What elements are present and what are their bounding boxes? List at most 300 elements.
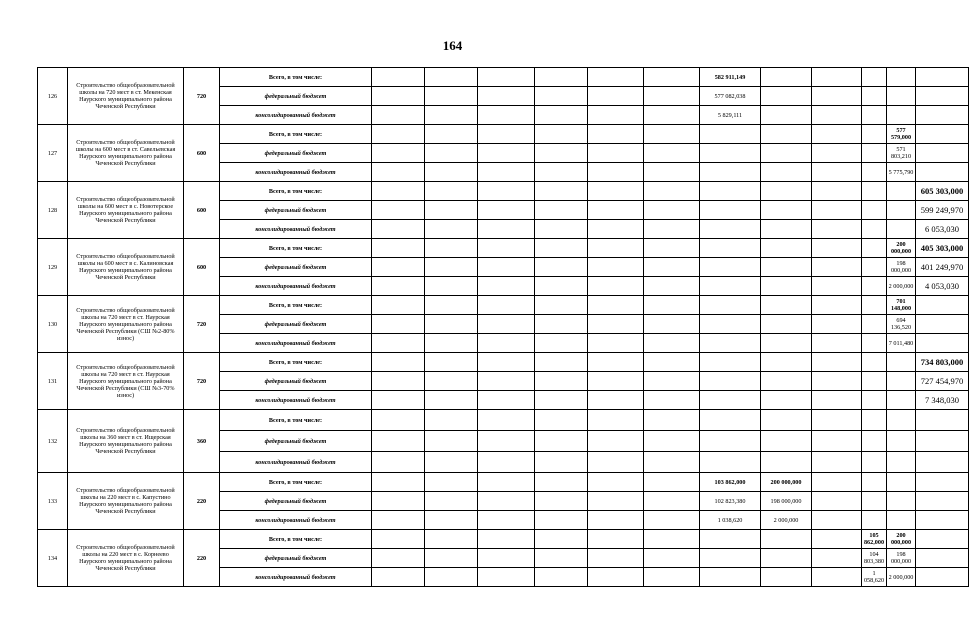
value-cell [478, 431, 535, 452]
value-cell [425, 473, 478, 492]
value-cell [478, 239, 535, 258]
value-cell: 701 148,000 [887, 296, 916, 315]
value-cell: 1 058,620 [862, 568, 887, 587]
value-cell [812, 68, 862, 87]
value-cell [478, 372, 535, 391]
value-cell [588, 511, 644, 530]
value-cell [812, 391, 862, 410]
value-cell [916, 530, 969, 549]
value-cell [372, 106, 425, 125]
value-cell [812, 144, 862, 163]
value-cell [761, 410, 812, 431]
value-cell [812, 163, 862, 182]
value-cell [644, 125, 700, 144]
value-cell [588, 182, 644, 201]
value-cell [588, 372, 644, 391]
value-cell [887, 391, 916, 410]
value-cell: 105 862,000 [862, 530, 887, 549]
object-name: Строительство общеобразовательной школы на 220 мест в с. Корнеево Наурского муниципального района Чеченской Республики [68, 530, 184, 587]
value-cell [700, 410, 761, 431]
value-cell [761, 315, 812, 334]
value-cell [916, 410, 969, 431]
value-cell [761, 530, 812, 549]
value-cell [425, 549, 478, 568]
row-number: 129 [38, 239, 68, 296]
value-cell: 727 454,970 [916, 372, 969, 391]
value-cell [887, 220, 916, 239]
funding-source-label: федеральный бюджет [220, 372, 372, 391]
value-cell [700, 530, 761, 549]
value-cell [535, 549, 588, 568]
value-cell [812, 277, 862, 296]
value-cell [588, 125, 644, 144]
funding-source-label: Всего, в том числе: [220, 530, 372, 549]
value-cell [761, 125, 812, 144]
value-cell: 577 082,038 [700, 87, 761, 106]
value-cell [700, 144, 761, 163]
value-cell [535, 431, 588, 452]
value-cell [478, 315, 535, 334]
object-name: Строительство общеобразовательной школы на 720 мест в ст. Наурская Наурского муниципального района Чеченской Республики (СШ №3-70% износ) [68, 353, 184, 410]
value-cell [372, 410, 425, 431]
value-cell [700, 258, 761, 277]
funding-source-label: консолидированный бюджет [220, 391, 372, 410]
funding-source-label: Всего, в том числе: [220, 125, 372, 144]
value-cell [700, 201, 761, 220]
value-cell [535, 530, 588, 549]
value-cell [916, 144, 969, 163]
value-cell [862, 182, 887, 201]
value-cell [761, 296, 812, 315]
value-cell: 571 803,210 [887, 144, 916, 163]
value-cell [588, 296, 644, 315]
value-cell [478, 530, 535, 549]
value-cell [887, 473, 916, 492]
value-cell [425, 87, 478, 106]
value-cell [700, 391, 761, 410]
funding-source-label: консолидированный бюджет [220, 452, 372, 473]
funding-source-label: консолидированный бюджет [220, 106, 372, 125]
value-cell: 103 862,000 [700, 473, 761, 492]
value-cell [761, 258, 812, 277]
value-cell [588, 106, 644, 125]
funding-source-label: консолидированный бюджет [220, 511, 372, 530]
value-cell [425, 144, 478, 163]
value-cell [372, 296, 425, 315]
value-cell [372, 68, 425, 87]
value-cell [425, 239, 478, 258]
funding-source-label: федеральный бюджет [220, 258, 372, 277]
value-cell [812, 315, 862, 334]
value-cell [812, 182, 862, 201]
value-cell [761, 182, 812, 201]
value-cell [372, 452, 425, 473]
value-cell: 200 000,000 [887, 239, 916, 258]
value-cell [887, 201, 916, 220]
value-cell [478, 220, 535, 239]
value-cell [812, 410, 862, 431]
value-cell [887, 410, 916, 431]
value-cell [588, 163, 644, 182]
value-cell: 5 775,790 [887, 163, 916, 182]
value-cell [644, 87, 700, 106]
value-cell [812, 239, 862, 258]
funding-source-label: консолидированный бюджет [220, 163, 372, 182]
value-cell [862, 87, 887, 106]
value-cell [588, 334, 644, 353]
funding-source-label: Всего, в том числе: [220, 473, 372, 492]
value-cell [862, 277, 887, 296]
value-cell [372, 431, 425, 452]
value-cell [862, 239, 887, 258]
value-cell [700, 296, 761, 315]
value-cell [916, 431, 969, 452]
value-cell [478, 473, 535, 492]
value-cell: 734 803,000 [916, 353, 969, 372]
value-cell [588, 220, 644, 239]
table-row [38, 473, 969, 492]
value-cell [372, 530, 425, 549]
table-row [38, 353, 969, 372]
value-cell [478, 410, 535, 431]
value-cell [812, 201, 862, 220]
value-cell [425, 452, 478, 473]
capacity: 600 [184, 125, 220, 182]
funding-source-label: федеральный бюджет [220, 201, 372, 220]
value-cell [812, 452, 862, 473]
value-cell: 198 000,000 [887, 549, 916, 568]
value-cell [478, 391, 535, 410]
value-cell [372, 220, 425, 239]
value-cell: 200 000,000 [887, 530, 916, 549]
value-cell [812, 431, 862, 452]
funding-source-label: Всего, в том числе: [220, 68, 372, 87]
value-cell: 4 053,030 [916, 277, 969, 296]
value-cell [425, 277, 478, 296]
value-cell [887, 452, 916, 473]
value-cell [372, 258, 425, 277]
value-cell [761, 68, 812, 87]
value-cell [644, 568, 700, 587]
value-cell [700, 334, 761, 353]
value-cell [887, 372, 916, 391]
value-cell [862, 68, 887, 87]
value-cell [644, 315, 700, 334]
value-cell [644, 277, 700, 296]
value-cell [372, 87, 425, 106]
value-cell [700, 353, 761, 372]
value-cell [588, 277, 644, 296]
value-cell [916, 511, 969, 530]
value-cell [887, 511, 916, 530]
value-cell: 694 136,520 [887, 315, 916, 334]
value-cell [862, 125, 887, 144]
value-cell [644, 68, 700, 87]
value-cell [535, 296, 588, 315]
value-cell [425, 391, 478, 410]
value-cell [761, 334, 812, 353]
value-cell [887, 106, 916, 125]
value-cell [916, 334, 969, 353]
value-cell [887, 87, 916, 106]
value-cell [478, 163, 535, 182]
value-cell [425, 530, 478, 549]
value-cell [425, 125, 478, 144]
value-cell [700, 431, 761, 452]
value-cell [644, 549, 700, 568]
value-cell [372, 315, 425, 334]
value-cell [425, 568, 478, 587]
value-cell [535, 492, 588, 511]
value-cell [478, 334, 535, 353]
value-cell [478, 296, 535, 315]
value-cell [644, 220, 700, 239]
value-cell [862, 315, 887, 334]
value-cell [372, 182, 425, 201]
value-cell [644, 258, 700, 277]
value-cell [887, 431, 916, 452]
value-cell [812, 549, 862, 568]
value-cell [644, 492, 700, 511]
value-cell [372, 473, 425, 492]
value-cell [916, 452, 969, 473]
value-cell [588, 68, 644, 87]
value-cell [478, 182, 535, 201]
value-cell [700, 315, 761, 334]
object-name: Строительство общеобразовательной школы на 600 мест в с. Новотерское Наурского муниципального района Чеченской Республики [68, 182, 184, 239]
row-number: 133 [38, 473, 68, 530]
value-cell [535, 163, 588, 182]
capacity: 720 [184, 296, 220, 353]
value-cell [535, 182, 588, 201]
value-cell [700, 452, 761, 473]
value-cell [535, 511, 588, 530]
value-cell [535, 201, 588, 220]
value-cell [425, 201, 478, 220]
value-cell [916, 125, 969, 144]
value-cell [761, 144, 812, 163]
budget-table [37, 67, 969, 587]
table-row [38, 182, 969, 201]
value-cell [425, 163, 478, 182]
value-cell [812, 511, 862, 530]
value-cell [761, 372, 812, 391]
value-cell [588, 473, 644, 492]
value-cell [862, 391, 887, 410]
value-cell: 102 823,380 [700, 492, 761, 511]
value-cell [761, 106, 812, 125]
value-cell [862, 372, 887, 391]
value-cell [812, 568, 862, 587]
value-cell [761, 452, 812, 473]
funding-source-label: консолидированный бюджет [220, 568, 372, 587]
table-row [38, 410, 969, 431]
value-cell [425, 372, 478, 391]
value-cell [644, 473, 700, 492]
value-cell [535, 334, 588, 353]
row-number: 126 [38, 68, 68, 125]
object-name: Строительство общеобразовательной школы на 360 мест в ст. Ищерская Наурского муниципального района Чеченской Республики [68, 410, 184, 473]
value-cell [588, 431, 644, 452]
object-name: Строительство общеобразовательной школы на 720 мест в ст. Мекенская Наурского муниципального района Чеченской Республики [68, 68, 184, 125]
funding-source-label: консолидированный бюджет [220, 220, 372, 239]
value-cell [812, 125, 862, 144]
value-cell [644, 201, 700, 220]
capacity: 220 [184, 473, 220, 530]
value-cell: 401 249,970 [916, 258, 969, 277]
table-row [38, 530, 969, 549]
value-cell [761, 163, 812, 182]
value-cell: 405 303,000 [916, 239, 969, 258]
value-cell [372, 144, 425, 163]
value-cell [478, 492, 535, 511]
value-cell [372, 334, 425, 353]
value-cell [700, 220, 761, 239]
value-cell [887, 68, 916, 87]
value-cell [812, 220, 862, 239]
row-number: 128 [38, 182, 68, 239]
value-cell [644, 106, 700, 125]
value-cell [916, 87, 969, 106]
value-cell: 7 011,480 [887, 334, 916, 353]
value-cell [535, 106, 588, 125]
value-cell: 7 348,030 [916, 391, 969, 410]
value-cell [425, 68, 478, 87]
value-cell [761, 568, 812, 587]
value-cell [535, 568, 588, 587]
value-cell [478, 87, 535, 106]
value-cell [700, 239, 761, 258]
capacity: 720 [184, 353, 220, 410]
value-cell [588, 530, 644, 549]
value-cell [644, 353, 700, 372]
value-cell [644, 239, 700, 258]
value-cell [862, 452, 887, 473]
value-cell [372, 201, 425, 220]
capacity: 600 [184, 239, 220, 296]
row-number: 130 [38, 296, 68, 353]
value-cell [700, 549, 761, 568]
row-number: 134 [38, 530, 68, 587]
value-cell [916, 68, 969, 87]
value-cell [588, 492, 644, 511]
value-cell [862, 334, 887, 353]
object-name: Строительство общеобразовательной школы на 720 мест в ст. Наурская Наурского муниципального района Чеченской Республики (СШ №2-80% износ) [68, 296, 184, 353]
value-cell [372, 239, 425, 258]
value-cell [862, 410, 887, 431]
value-cell [478, 106, 535, 125]
value-cell [812, 296, 862, 315]
value-cell [588, 452, 644, 473]
value-cell [535, 125, 588, 144]
value-cell [761, 431, 812, 452]
value-cell [588, 315, 644, 334]
value-cell [862, 144, 887, 163]
value-cell [425, 410, 478, 431]
value-cell [588, 87, 644, 106]
funding-source-label: федеральный бюджет [220, 315, 372, 334]
value-cell [916, 568, 969, 587]
value-cell: 577 579,000 [887, 125, 916, 144]
value-cell [916, 492, 969, 511]
value-cell [588, 144, 644, 163]
value-cell [588, 410, 644, 431]
value-cell [425, 431, 478, 452]
value-cell [761, 239, 812, 258]
value-cell [700, 182, 761, 201]
value-cell [535, 277, 588, 296]
value-cell [535, 372, 588, 391]
capacity: 600 [184, 182, 220, 239]
value-cell [478, 568, 535, 587]
value-cell [372, 125, 425, 144]
value-cell [916, 549, 969, 568]
value-cell [862, 220, 887, 239]
value-cell [812, 106, 862, 125]
value-cell [862, 106, 887, 125]
value-cell [812, 353, 862, 372]
value-cell [478, 68, 535, 87]
value-cell [478, 125, 535, 144]
value-cell [644, 182, 700, 201]
value-cell [700, 277, 761, 296]
value-cell [812, 492, 862, 511]
value-cell [916, 296, 969, 315]
value-cell [588, 568, 644, 587]
value-cell [644, 334, 700, 353]
value-cell [372, 277, 425, 296]
value-cell [916, 163, 969, 182]
value-cell: 605 303,000 [916, 182, 969, 201]
value-cell [700, 568, 761, 587]
value-cell [535, 391, 588, 410]
value-cell [535, 410, 588, 431]
value-cell: 582 911,149 [700, 68, 761, 87]
value-cell [887, 492, 916, 511]
capacity: 720 [184, 68, 220, 125]
value-cell: 2 000,000 [887, 277, 916, 296]
value-cell [887, 182, 916, 201]
value-cell [862, 258, 887, 277]
value-cell [916, 106, 969, 125]
value-cell [478, 353, 535, 372]
value-cell [478, 452, 535, 473]
value-cell [761, 391, 812, 410]
value-cell [478, 549, 535, 568]
value-cell [535, 239, 588, 258]
value-cell [644, 452, 700, 473]
value-cell [535, 258, 588, 277]
funding-source-label: федеральный бюджет [220, 431, 372, 452]
value-cell [372, 372, 425, 391]
value-cell [761, 220, 812, 239]
value-cell [812, 530, 862, 549]
value-cell: 198 000,000 [761, 492, 812, 511]
row-number: 127 [38, 125, 68, 182]
value-cell: 198 000,000 [887, 258, 916, 277]
object-name: Строительство общеобразовательной школы на 600 мест в ст. Савельевская Наурского муниципального района Чеченской Республики [68, 125, 184, 182]
value-cell [862, 511, 887, 530]
value-cell [425, 492, 478, 511]
value-cell [644, 144, 700, 163]
value-cell [478, 277, 535, 296]
table-row [38, 239, 969, 258]
value-cell [535, 452, 588, 473]
value-cell [478, 258, 535, 277]
value-cell [644, 511, 700, 530]
value-cell [644, 296, 700, 315]
value-cell: 5 829,111 [700, 106, 761, 125]
